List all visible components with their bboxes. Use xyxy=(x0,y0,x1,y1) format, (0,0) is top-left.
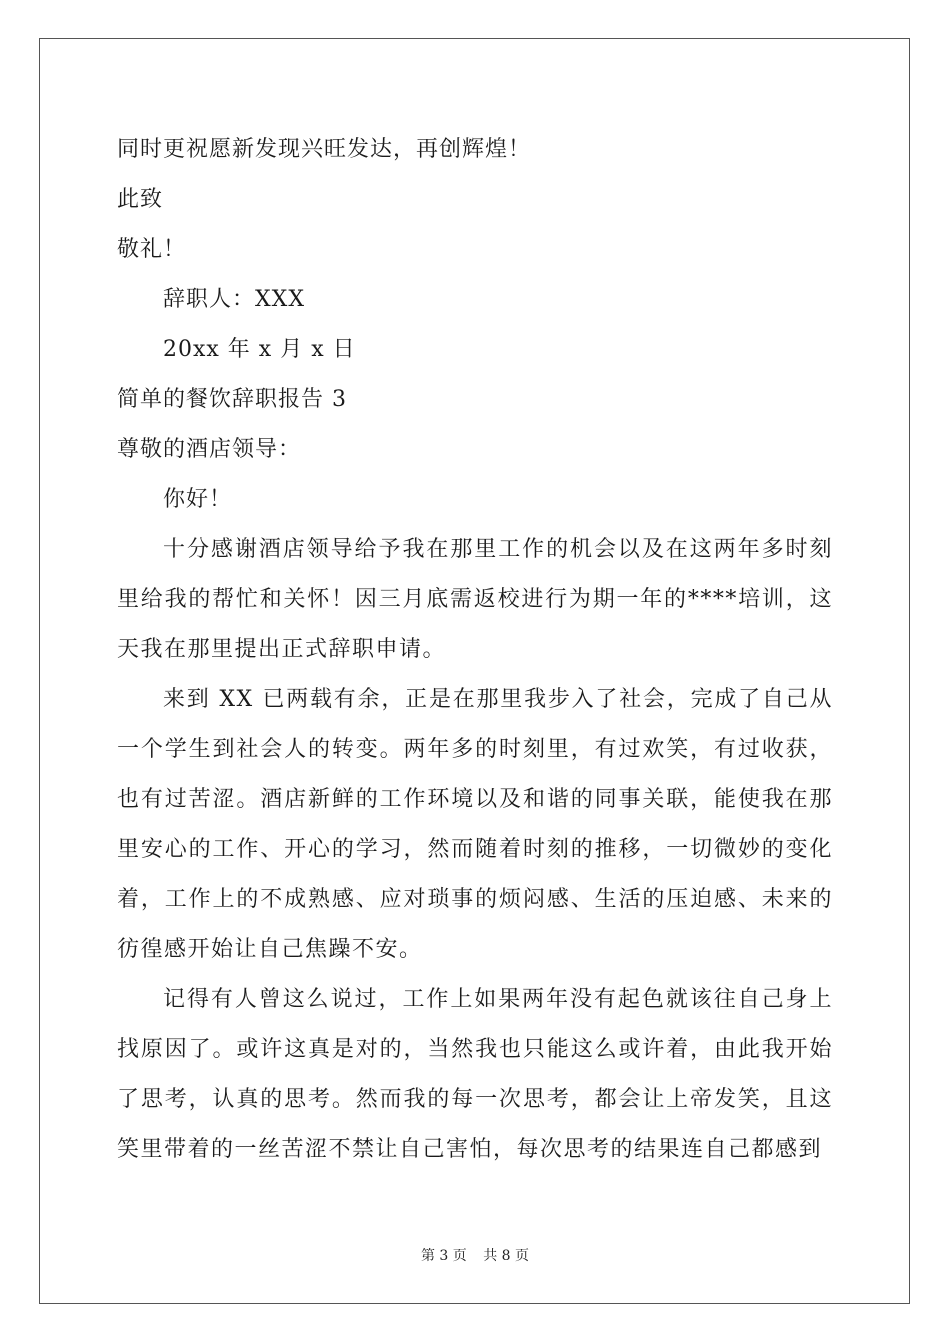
body-paragraph-2: 来到 XX 已两载有余，正是在那里我步入了社会，完成了自己从一个学生到社会人的转变。两年多的时刻里，有过欢笑，有过收获，也有过苦涩。酒店新鲜的工作环境以及和谐的同事关联，能使我在那里安心的工作、开心的学习，然而随着时刻的推移，一切微妙的变化着，工作上的不成熟感、应对琐事的烦闷感、生活的压迫感、未来的彷徨感开始让自己焦躁不安。 xyxy=(117,687,833,962)
letter-addressee: 尊敬的酒店领导： xyxy=(117,437,302,462)
signature-name: 辞职人：XXX xyxy=(163,287,305,312)
letter-greeting: 你好！ xyxy=(163,487,233,512)
page-number-current: 第 3 页 xyxy=(420,1248,467,1264)
body-paragraph-1: 十分感谢酒店领导给予我在那里工作的机会以及在这两年多时刻里给我的帮忙和关怀！因三月底需返校进行为期一年的****培训，这天我在那里提出正式辞职申请。 xyxy=(117,537,833,662)
page-footer xyxy=(0,1247,950,1265)
salutation-jingli: 敬礼！ xyxy=(117,237,187,262)
body-paragraph-3: 记得有人曾这么说过，工作上如果两年没有起色就该往自己身上找原因了。或许这真是对的，当然我也只能这么或许着，由此我开始了思考，认真的思考。然而我的每一次思考，都会让上帝发笑，且这笑里带着的一丝苦涩不禁让自己害怕，每次思考的结果连自己都感到 xyxy=(117,987,833,1162)
closing-wish: 同时更祝愿新发现兴旺发达，再创辉煌！ xyxy=(117,137,532,162)
signature-date: 20xx 年 x 月 x 日 xyxy=(163,337,356,362)
salutation-cizhi: 此致 xyxy=(117,187,164,212)
section-title: 简单的餐饮辞职报告 3 xyxy=(117,387,347,412)
page-number-total: 共 8 页 xyxy=(483,1248,530,1264)
